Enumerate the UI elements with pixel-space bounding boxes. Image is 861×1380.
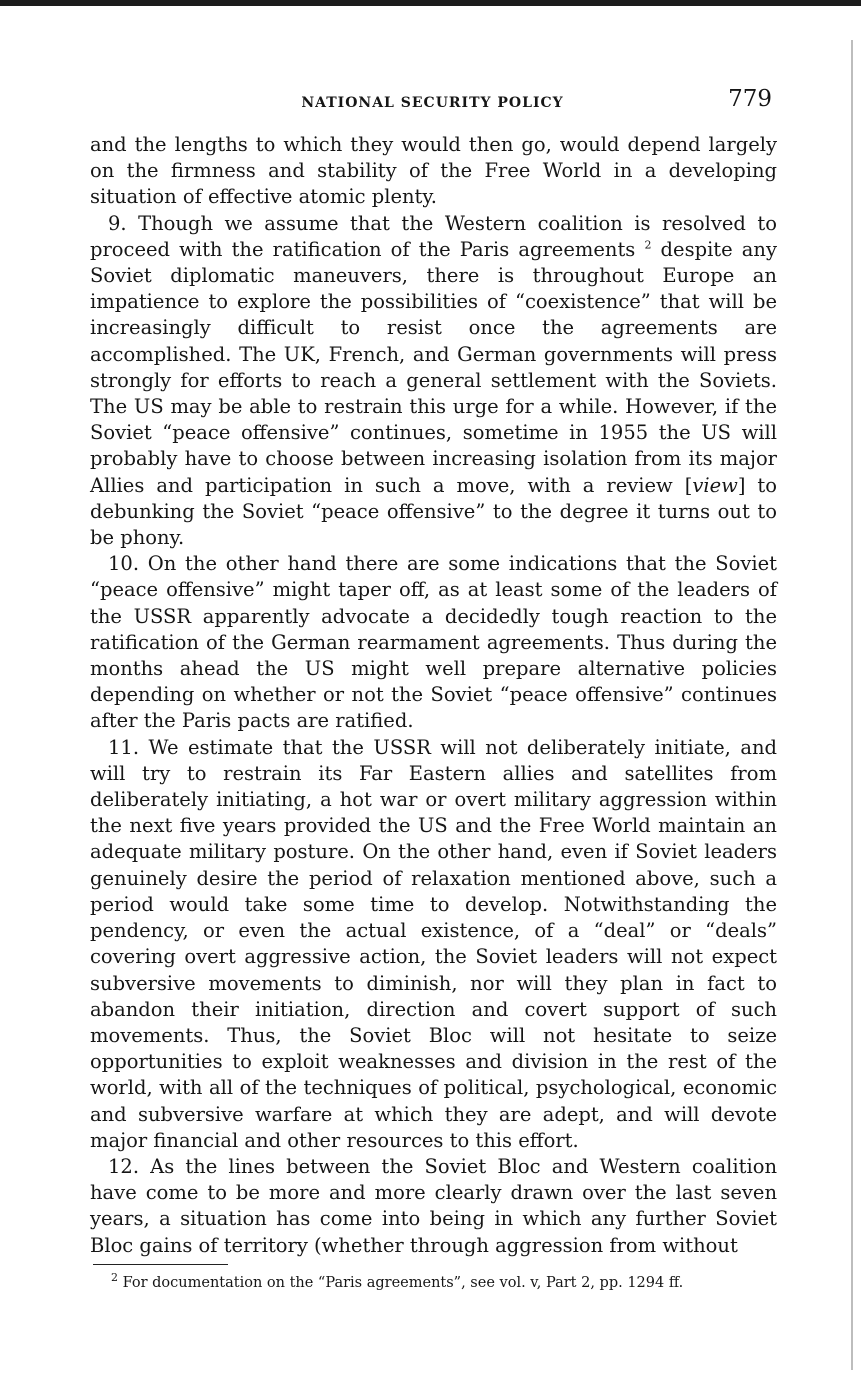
- paragraph-9-text-a: 9. Though we assume that the Western coalition is resolved to proceed with the ratification of the Paris agreements: [90, 211, 777, 261]
- body-text: [90, 132, 777, 1259]
- paragraph-10: 10. On the other hand there are some indications that the Soviet “peace offensive” might taper off, as at least some of the leaders of the USSR apparently advocate a decidedly tough reaction to the ratification of the German rearmament agreements. Thus during the months ahead the US might well prepare alternative policies depending on whether or not the Soviet “peace offensive” continues after the Paris pacts are ratified.: [90, 552, 777, 733]
- paragraph-11: 11. We estimate that the USSR will not deliberately initiate, and will try to restrain its Far Eastern allies and satellites from deliberately initiating, a hot war or overt military aggression within the next five years provided the US and the Free World maintain an adequate military posture. On the other hand, even if Soviet leaders genuinely desire the period of relaxation mentioned above, such a period would take some time to develop. Notwithstanding the pendency, or even the actual existence, of a “deal” or “deals” covering overt aggressive action, the Soviet leaders will not expect subversive movements to diminish, nor will they plan in fact to abandon their initiation, direction and covert support of such movements. Thus, the Soviet Bloc will not hesitate to seize opportunities to exploit weaknesses and division in the rest of the world, with all of the techniques of political, psychological, economic and subversive warfare at which they are adept, and will devote major financial and other resources to this effort.: [90, 735, 777, 1152]
- page-header: [90, 86, 775, 120]
- paragraph-9-text-b: despite any Soviet diplomatic maneuvers, there is throughout Europe an impatience to explore the possibilities of “coexistence” that will be increasingly difficult to resist once the agreements are accomplished. The UK, French, and German governments will press strongly for efforts to reach a general settlement with the Soviets. The US may be able to restrain this urge for a while. However, if the Soviet “peace offensive” continues, sometime in 1955 the US will probably have to choose between increasing isolation from its major Allies and participation in such a move, with a review [: [90, 237, 777, 497]
- editorial-insertion: view: [692, 473, 738, 497]
- running-head: NATIONAL SECURITY POLICY: [301, 95, 564, 111]
- paragraph-9-text-c: ] to debunking the Soviet “peace offensive” to the degree it turns out to be phony.: [90, 473, 777, 550]
- paragraph-continued: and the lengths to which they would then go, would depend largely on the firmness and stability of the Free World in a developing situation of effective atomic plenty.: [90, 133, 777, 209]
- paragraph-12: 12. As the lines between the Soviet Bloc and Western coalition have come to be more and more clearly drawn over the last seven years, a situation has come into being in which any further Soviet Bloc gains of territory (whether through aggression from without: [90, 1154, 777, 1257]
- paragraph-9: [90, 211, 777, 552]
- footnote-marker: 2: [111, 1271, 118, 1285]
- page-edge-line: [851, 40, 853, 1370]
- footnote: [93, 1273, 783, 1293]
- footnote-divider: [93, 1264, 228, 1265]
- footnote-reference: 2: [644, 238, 652, 252]
- footnote-text: For documentation on the “Paris agreements”, see vol. v, Part 2, pp. 1294 ff.: [118, 1275, 684, 1291]
- page-number: 779: [728, 86, 772, 112]
- page-top-border: [0, 0, 861, 6]
